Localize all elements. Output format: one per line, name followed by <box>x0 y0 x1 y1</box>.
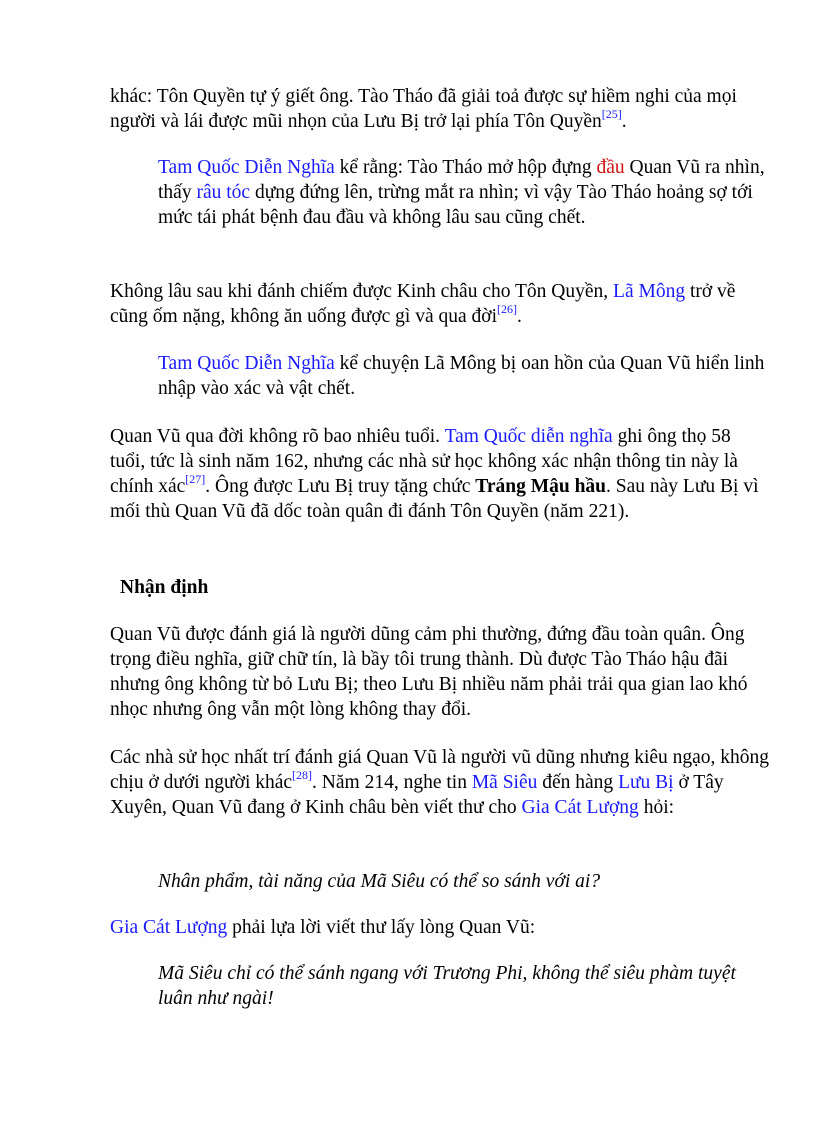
paragraph-la-mong-death <box>110 279 770 329</box>
quote-text: dựng đứng lên, trừng mắt ra nhìn; vì vậy Tào Tháo hoảng sợ tới mức tái phát bệnh đau đầu và không lâu sau cũng chết. <box>158 182 753 228</box>
title-trang-mau-hau: Tráng Mậu hầu <box>475 476 607 497</box>
paragraph-text: trở về cũng ốm nặng, không ăn uống được gì và qua đời <box>110 281 736 327</box>
quote-text: kể chuyện Lã Mông bị oan hồn của Quan Vũ hiển linh nhập vào xác và vật chết. <box>158 353 765 399</box>
link-ma-sieu[interactable]: Mã Siêu <box>471 772 538 793</box>
section-heading-nhan-dinh: Nhận định <box>120 577 209 598</box>
paragraph-text: . <box>621 111 627 132</box>
link-tam-quoc-dien-nghia-2[interactable]: Tam Quốc Diễn Nghĩa <box>158 353 335 374</box>
paragraph-text: Các nhà sử học nhất trí đánh giá Quan Vũ là người vũ dũng nhưng kiêu ngạo, không chịu ở dưới người khác <box>110 747 770 793</box>
paragraph-historians-view <box>110 745 770 820</box>
link-gia-cat-luong[interactable]: Gia Cát Lượng <box>521 797 639 818</box>
paragraph-text: hỏi: <box>638 797 675 818</box>
paragraph-text: khác: Tôn Quyền tự ý giết ông. Tào Tháo đã giải toả được sự hiềm nghi của mọi người và lái được mũi nhọn của Lưu Bị trở lại phía Tôn Quyền <box>110 86 737 132</box>
quote-text: kể rằng: Tào Tháo mở hộp đựng <box>334 157 597 178</box>
link-dau[interactable]: đầu <box>596 157 625 178</box>
blockquote-answer: Mã Siêu chỉ có thể sánh ngang với Trương Phi, không thể siêu phàm tuyệt luân như ngài! <box>158 963 736 1009</box>
paragraph-cao-cao-resolves-suspicion <box>110 84 770 134</box>
footnote-27[interactable] <box>185 472 205 486</box>
quote-text: Quan Vũ ra nhìn, thấy <box>158 157 765 203</box>
paragraph-text: . Sau này Lưu Bị vì mối thù Quan Vũ đã dốc toàn quân đi đánh Tôn Quyền (năm 221). <box>110 476 759 522</box>
paragraph-text: ở Tây Xuyên, Quan Vũ đang ở Kinh châu bèn viết thư cho <box>110 772 724 818</box>
blockquote-cao-cao-opens-box <box>158 155 770 230</box>
paragraph-text: Quan Vũ qua đời không rõ bao nhiêu tuổi. <box>110 426 445 447</box>
footnote-link-28[interactable]: [28] <box>292 767 313 782</box>
footnote-link-26[interactable]: [26] <box>497 301 518 316</box>
paragraph-text: . Ông được Lưu Bị truy tặng chức <box>205 476 476 497</box>
paragraph-text: đến hàng <box>537 772 619 793</box>
footnote-26[interactable] <box>497 302 517 316</box>
paragraph-text: phải lựa lời viết thư lấy lòng Quan Vũ: <box>227 917 536 938</box>
footnote-link-27[interactable]: [27] <box>185 471 206 486</box>
link-rau-toc[interactable]: râu tóc <box>196 182 251 203</box>
paragraph-quan-vu-death <box>110 424 770 524</box>
link-luu-bi[interactable]: Lưu Bị <box>618 772 674 793</box>
link-la-mong[interactable]: Lã Mông <box>613 281 686 302</box>
link-tam-quoc-dien-nghia[interactable]: Tam Quốc Diễn Nghĩa <box>158 157 335 178</box>
paragraph-zhuge-reply <box>110 915 770 940</box>
blockquote-question: Nhân phẩm, tài năng của Mã Siêu có thể so sánh với ai? <box>158 871 601 892</box>
footnote-28[interactable] <box>292 768 312 782</box>
paragraph-text: . <box>517 306 522 327</box>
footnote-25[interactable] <box>602 107 622 121</box>
link-tam-quoc-dien-nghia-3[interactable]: Tam Quốc diễn nghĩa <box>444 426 613 447</box>
footnote-link-25[interactable]: [25] <box>601 106 622 121</box>
paragraph-assessment: Quan Vũ được đánh giá là người dũng cảm phi thường, đứng đầu toàn quân. Ông trọng điều nghĩa, giữ chữ tín, là bầy tôi trung thành. Dù được Tào Tháo hậu đãi nhưng ông không từ bỏ Lưu Bị; theo Lưu Bị nhiều năm phải trải qua gian lao khó nhọc nhưng ông vẫn một lòng không thay đổi. <box>110 624 748 720</box>
paragraph-text: . Năm 214, nghe tin <box>312 772 472 793</box>
blockquote-la-mong-ghost <box>158 351 770 401</box>
paragraph-text: Không lâu sau khi đánh chiếm được Kinh châu cho Tôn Quyền, <box>110 281 614 302</box>
paragraph-text: ghi ông thọ 58 tuổi, tức là sinh năm 162, nhưng các nhà sử học không xác nhận thông tin này là chính xác <box>110 426 738 497</box>
link-gia-cat-luong-2[interactable]: Gia Cát Lượng <box>110 917 228 938</box>
